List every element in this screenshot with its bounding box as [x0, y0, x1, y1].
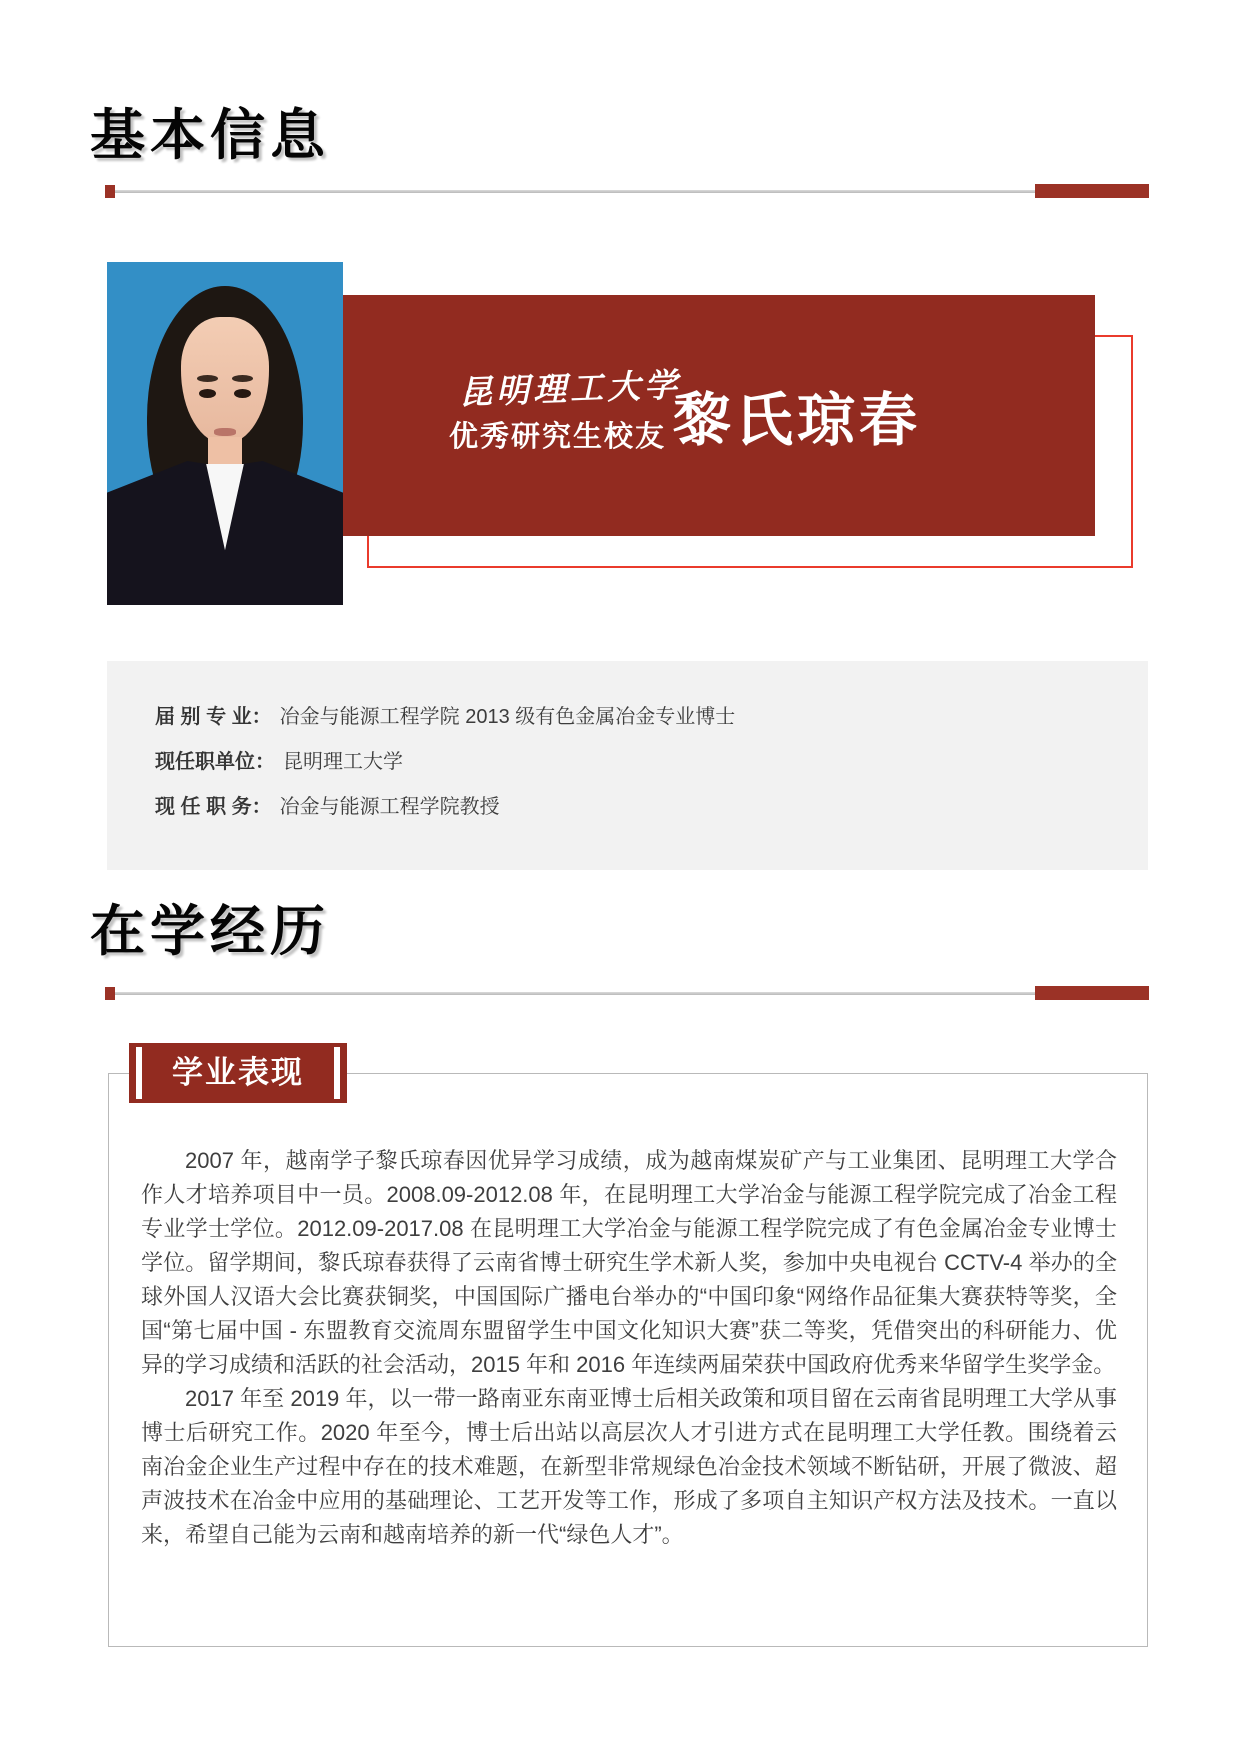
divider-line: [115, 992, 1035, 995]
info-value: 昆明理工大学: [283, 751, 403, 773]
photo-eye-right: [234, 389, 251, 398]
photo-eye-left: [199, 389, 216, 398]
experience-paragraph-2: 2017 年至 2019 年，以一带一路南亚东南亚博士后相关政策和项目留在云南省昆明理工大学从事博士后研究工作。2020 年至今，博士后出站以高层次人才引进方式在昆明理工大学任教。围绕着云南冶金企业生产过程中存在的技术难题，在新型非常规绿色冶金技术领域不断钻研，开展了微波、超声波技术在冶金中应用的基础理论、工艺开发等工作，形成了多项自主知识产权方法及技术。一直以来，希望自己能为云南和越南培养的新一代“绿色人才”。: [141, 1386, 1117, 1547]
section-title-basic-info: 基本信息: [90, 104, 331, 166]
info-row-major: [155, 707, 1108, 728]
info-label: 届 别 专 业：: [155, 706, 272, 728]
banner-subtitle: 优秀研究生校友: [449, 421, 667, 453]
info-row-employer: [155, 752, 1108, 773]
experience-paragraph-1: 2007 年，越南学子黎氏琼春因优异学习成绩，成为越南煤炭矿产与工业集团、昆明理工大学合作人才培养项目中一员。2008.09-2012.08 年，在昆明理工大学冶金与能源工程学院完成了冶金工程专业学士学位。2012.09-2017.08 在昆明理工大学冶金与能源工程学院完成了有色金属冶金专业博士学位。留学期间，黎氏琼春获得了云南省博士研究生学术新人奖，参加中央电视台 CCTV-4 举办的全球外国人汉语大会比赛获铜奖，中国国际广播电台举办的“中国印象“网络作品征集大赛获特等奖，全国“第七届中国 - 东盟教育交流周东盟留学生中国文化知识大赛”获二等奖，凭借突出的科研能力、优异的学习成绩和活跃的社会活动，2015 年和 2016 年连续两届荣获中国政府优秀来华留学生奖学金。: [141, 1148, 1117, 1377]
alumni-banner: [343, 295, 1095, 536]
basic-info-box: [107, 661, 1148, 870]
university-script-text: 昆明理工大学: [458, 368, 682, 412]
section-title-study-experience: 在学经历: [90, 900, 331, 962]
academic-performance-tab: [129, 1043, 347, 1103]
info-value: 冶金与能源工程学院 2013 级有色金属冶金专业博士: [279, 706, 736, 728]
photo-eyebrow-left: [197, 375, 218, 382]
divider-accent-square: [105, 185, 115, 198]
info-value: 冶金与能源工程学院教授: [279, 796, 500, 818]
photo-mouth-shape: [214, 428, 235, 436]
divider-line: [115, 190, 1035, 193]
divider-accent-bar: [1035, 184, 1149, 198]
info-row-position: [155, 797, 1108, 818]
portrait-photo: [107, 262, 343, 605]
info-label: 现 任 职 务：: [155, 796, 272, 818]
alumni-name: 黎氏琼春: [673, 388, 922, 453]
experience-text-box: [108, 1073, 1148, 1647]
divider-accent-square: [105, 987, 115, 1000]
divider-accent-bar: [1035, 986, 1149, 1000]
info-label: 现任职单位：: [155, 751, 275, 773]
tab-label: 学业表现: [172, 1055, 304, 1090]
